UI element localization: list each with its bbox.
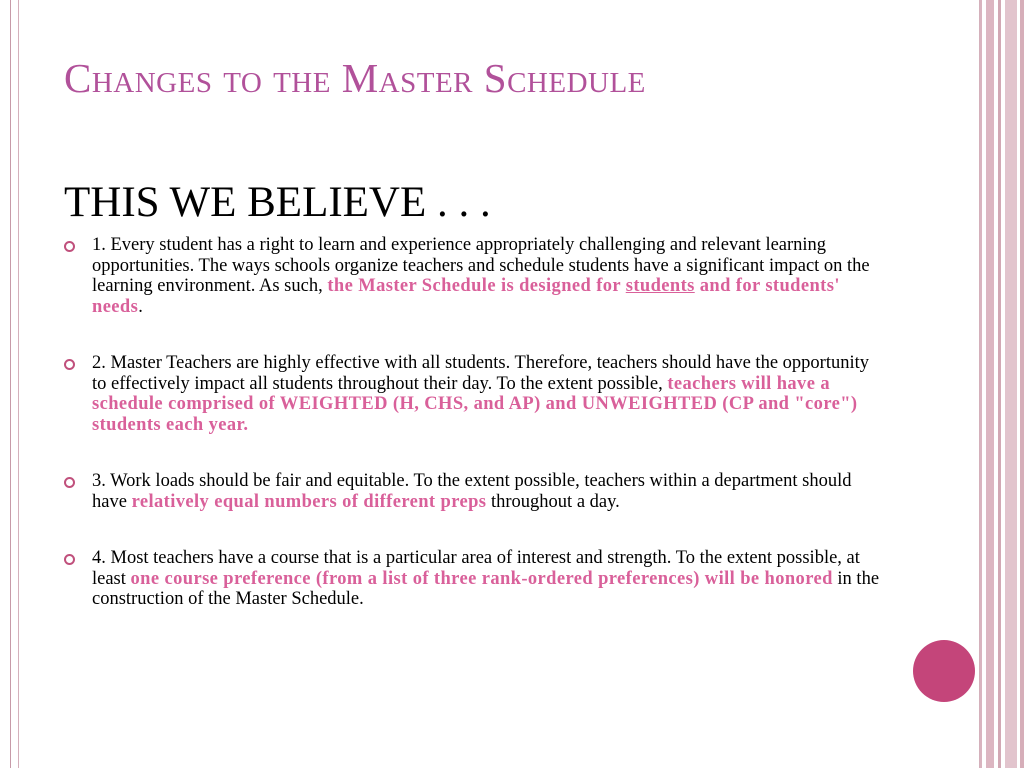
bullet-text: 4. Most teachers have a course that is a particular area of interest and strength. To the extent possible, at least — [92, 548, 860, 589]
bullet-circle-icon — [64, 241, 75, 252]
bullet-highlight: the Master Schedule is designed for — [327, 276, 626, 296]
decorative-stripes — [980, 0, 1024, 768]
bullet-item-2 — [62, 353, 882, 435]
bullet-item-4 — [62, 548, 882, 610]
bullet-text: 2. Master Teachers are highly effective with all students. Therefore, teachers should have the opportunity to effectively impact all students throughout their day. To the extent possible, — [92, 353, 869, 394]
bullet-item-1 — [62, 235, 882, 317]
bullet-circle-icon — [64, 477, 75, 488]
bullet-circle-icon — [64, 359, 75, 370]
frame-outer-line — [10, 0, 11, 768]
bullet-text: in the construction of the Master Schedule. — [92, 568, 880, 609]
bullet-list — [62, 235, 882, 646]
stripe — [986, 0, 994, 768]
bullet-highlight: and for students' needs — [92, 276, 840, 317]
bullet-text: 3. Work loads should be fair and equitable. To the extent possible, teachers within a department should have — [92, 471, 852, 512]
slide-title: Changes to the Master Schedule — [64, 55, 646, 101]
bullet-highlight: one course preference (from a list of three rank-ordered preferences) will be honored — [130, 568, 833, 589]
bullet-text: 1. Every student has a right to learn and experience appropriately challenging and relevant learning opportunities. The ways schools organize teachers and schedule students have a significant impact on the learning environment. As such, — [92, 235, 870, 296]
stripe — [1005, 0, 1017, 768]
bullet-text: . — [138, 296, 143, 317]
bullet-highlight: relatively equal numbers of different preps — [131, 491, 487, 512]
stripe — [980, 0, 982, 768]
bullet-text: throughout a day. — [486, 491, 620, 512]
decorative-circle — [913, 640, 975, 702]
bullet-highlight-underlined: students — [625, 276, 695, 296]
bullet-circle-icon — [64, 554, 75, 565]
bullet-highlight: teachers will have a schedule comprised of WEIGHTED (H, CHS, and AP) and UNWEIGHTED (CP and "core") students each year. — [92, 373, 858, 435]
bullet-item-3 — [62, 471, 882, 512]
slide-subtitle: THIS WE BELIEVE . . . — [64, 179, 491, 226]
stripe — [998, 0, 1001, 768]
stripe — [1020, 0, 1024, 768]
